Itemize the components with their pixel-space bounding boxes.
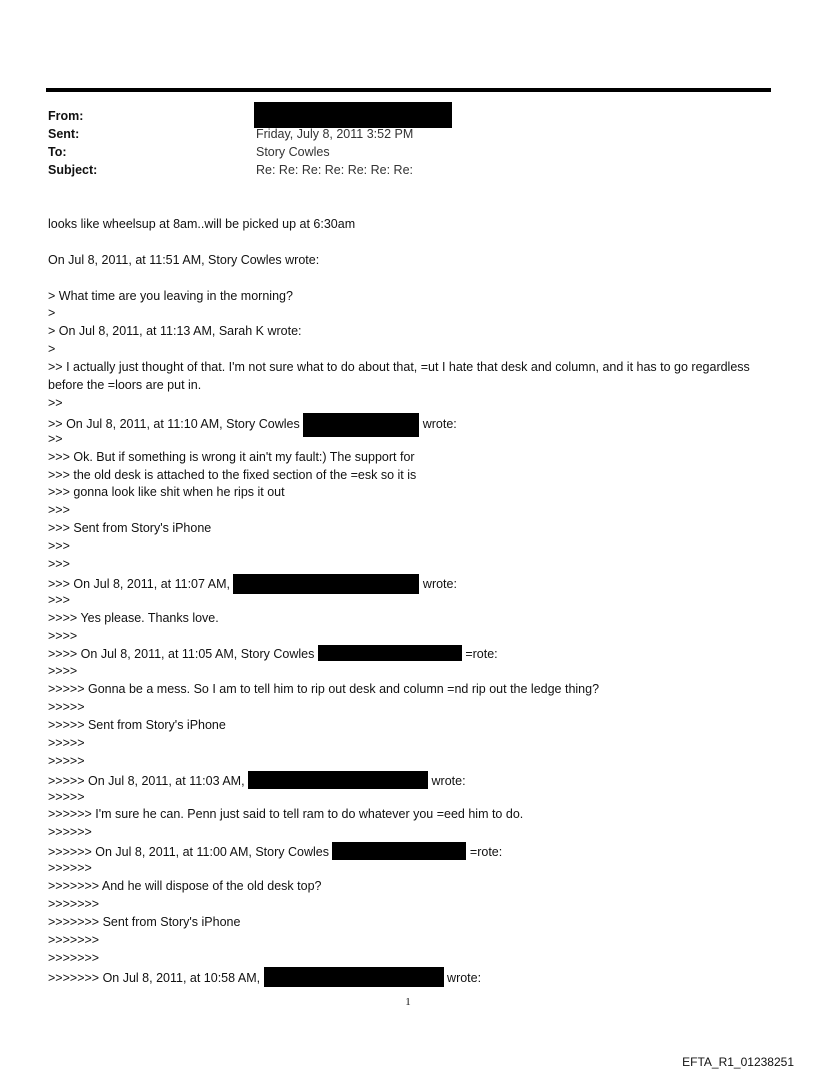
body-line: >	[48, 342, 56, 357]
quote-header-prefix: >>>>>>> On Jul 8, 2011, at 10:58 AM,	[48, 971, 264, 986]
body-line: >>>>> Sent from Story's iPhone	[48, 717, 226, 732]
sender-redaction	[264, 967, 444, 987]
body-line	[48, 771, 778, 789]
header-rule	[46, 88, 771, 92]
quote-header-suffix: wrote:	[443, 971, 482, 986]
email-redaction	[303, 413, 419, 437]
body-line: > On Jul 8, 2011, at 11:13 AM, Sarah K wrote:	[48, 324, 302, 339]
from-label: From:	[48, 109, 84, 123]
body-line: >>>>>>>	[48, 950, 100, 965]
body-line: >>>	[48, 503, 70, 518]
quote-header-suffix: wrote:	[428, 773, 466, 788]
body-line: >>> gonna look like shit when he rips it out	[48, 485, 285, 500]
sent-value: Friday, July 8, 2011 3:52 PM	[256, 127, 414, 141]
body-line: >>>>>>> Sent from Story's iPhone	[48, 914, 241, 929]
body-line: >>>>>>>	[48, 932, 100, 947]
body-line	[48, 842, 778, 860]
body-line: >>> Ok. But if something is wrong it ain't my fault:) The support for	[48, 449, 415, 464]
subject-value: Re: Re: Re: Re: Re: Re: Re:	[256, 163, 414, 177]
to-value: Story Cowles	[256, 145, 330, 159]
quote-header-suffix: =rote:	[461, 647, 498, 662]
quote-header-prefix: >>> On Jul 8, 2011, at 11:07 AM,	[48, 576, 234, 591]
body-line: >>>>>	[48, 789, 85, 804]
body-line: >>>>>>> And he will dispose of the old desk top?	[48, 878, 322, 893]
body-line	[48, 967, 778, 985]
body-line: >>>>>>	[48, 825, 92, 840]
body-line	[48, 413, 778, 431]
quote-header-prefix: >>>>> On Jul 8, 2011, at 11:03 AM,	[48, 773, 249, 788]
sender-redaction	[233, 574, 419, 594]
document-id: EFTA_R1_01238251	[682, 1055, 794, 1069]
to-label: To:	[48, 145, 67, 159]
body-line: >>> the old desk is attached to the fixed section of the =esk so it is	[48, 467, 417, 482]
body-line: >> I actually just thought of that. I'm not sure what to do about that, =ut I hate that desk and column, and it has to go regardless before the =loors are put in.	[48, 360, 750, 393]
body-line	[48, 574, 778, 592]
body-line: > What time are you leaving in the morning?	[48, 288, 293, 303]
body-line: >>>>>	[48, 700, 85, 715]
email-redaction	[332, 842, 466, 860]
email-body	[48, 216, 778, 985]
subject-label: Subject:	[48, 163, 98, 177]
body-line: >>>> Yes please. Thanks love.	[48, 610, 219, 625]
quote-header-prefix: >>>> On Jul 8, 2011, at 11:05 AM, Story Cowles	[48, 647, 318, 662]
from-redaction	[254, 102, 452, 128]
body-line: >>>>>>	[48, 861, 92, 876]
body-line: >>>>>>>	[48, 896, 100, 911]
body-line: >>	[48, 431, 63, 446]
body-line	[48, 234, 778, 252]
page-number: 1	[405, 996, 411, 1008]
body-line: On Jul 8, 2011, at 11:51 AM, Story Cowles wrote:	[48, 252, 320, 267]
quote-header-suffix: =rote:	[466, 845, 503, 860]
email-redaction	[318, 645, 462, 661]
body-line	[48, 270, 778, 288]
body-line: >>>	[48, 556, 70, 571]
body-line: >>> Sent from Story's iPhone	[48, 521, 212, 536]
quote-header-suffix: wrote:	[419, 416, 457, 431]
body-line: >>>>>	[48, 735, 85, 750]
sent-label: Sent:	[48, 127, 80, 141]
body-line: >>>>	[48, 664, 78, 679]
body-line	[48, 645, 778, 663]
body-line: >>>>>> I'm sure he can. Penn just said to tell ram to do whatever you =eed him to do.	[48, 807, 524, 822]
body-line: >>	[48, 395, 63, 410]
body-line: >>>>>	[48, 753, 85, 768]
quote-header-prefix: >>>>>> On Jul 8, 2011, at 11:00 AM, Story Cowles	[48, 845, 333, 860]
quote-header-suffix: wrote:	[419, 576, 457, 591]
body-line: >>>	[48, 592, 70, 607]
body-line: >	[48, 306, 56, 321]
body-line: >>>	[48, 539, 70, 554]
body-line: >>>>	[48, 628, 78, 643]
quote-header-prefix: >> On Jul 8, 2011, at 11:10 AM, Story Cowles	[48, 416, 304, 431]
body-line: >>>>> Gonna be a mess. So I am to tell him to rip out desk and column =nd rip out the ledge thing?	[48, 682, 600, 697]
sender-redaction	[248, 771, 428, 789]
body-line: looks like wheelsup at 8am..will be picked up at 6:30am	[48, 217, 356, 231]
